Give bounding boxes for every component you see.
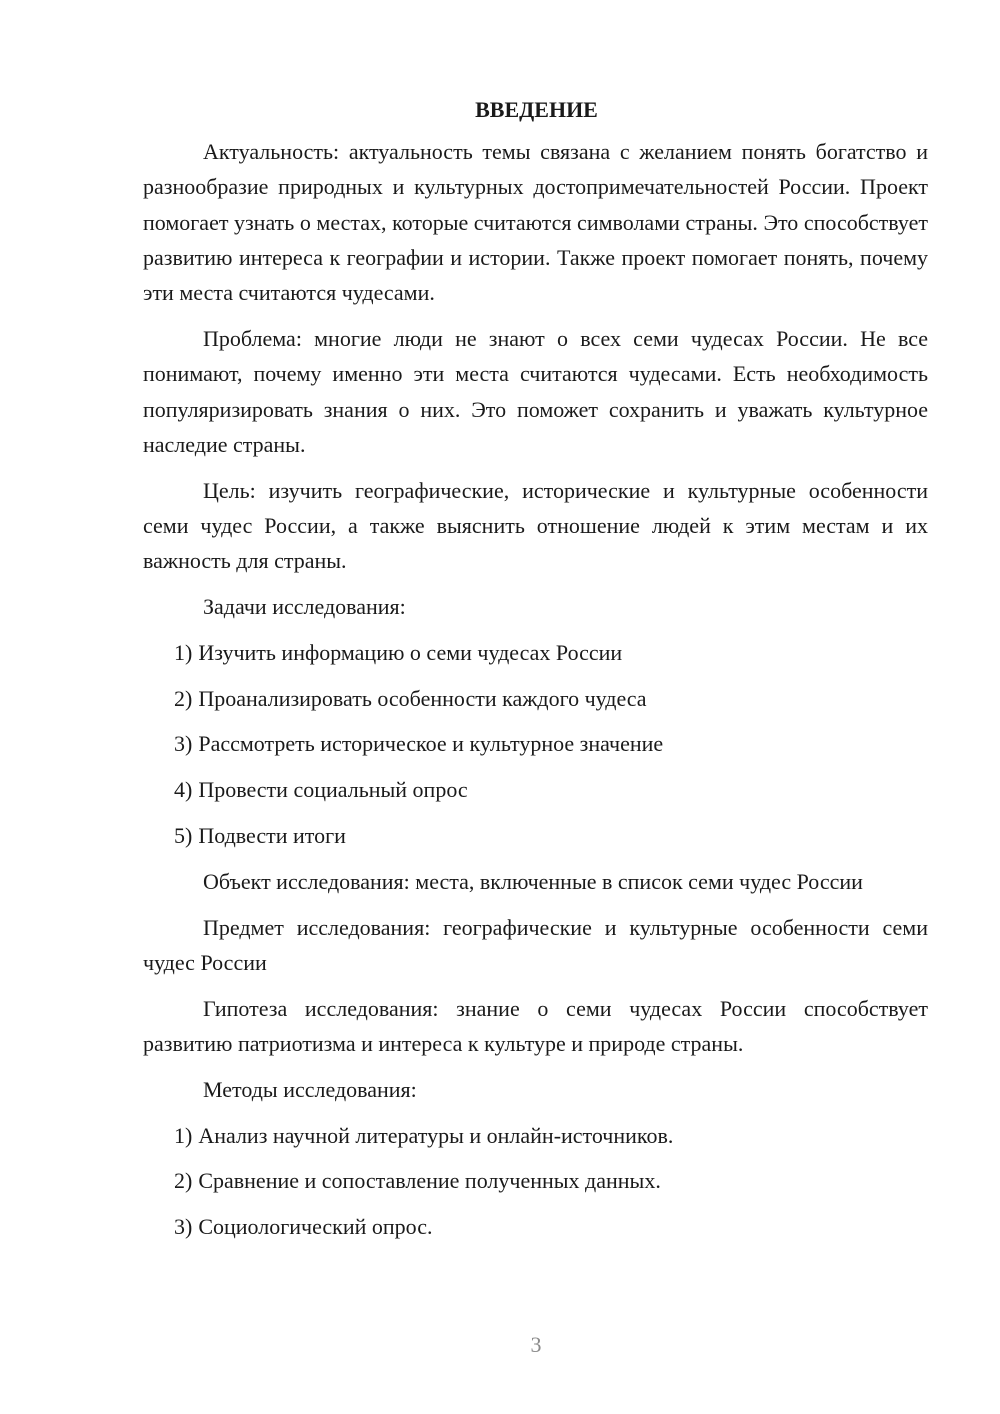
relevance-paragraph: Актуальность: актуальность темы связана с желанием понять богатство и разнообразие природных и культурных достопримечательностей России. Проект помогает узнать о местах, которые считаются символами страны. Это способствует развитию интереса к географии и истории. Также проект помогает понять, почему эти места считаются чудесами. xyxy=(143,139,928,306)
list-text: Анализ научной литературы и онлайн-источников. xyxy=(198,1122,674,1148)
list-number: 3) xyxy=(174,731,193,757)
list-number: 5) xyxy=(174,823,193,849)
list-number: 1) xyxy=(174,639,193,665)
task-item xyxy=(143,818,928,853)
list-text: Подвести итоги xyxy=(198,823,346,849)
tasks-heading: Задачи исследования: xyxy=(203,594,406,620)
list-number: 3) xyxy=(174,1214,193,1240)
method-item xyxy=(143,1118,928,1153)
section-title: ВВЕДЕНИЕ xyxy=(475,97,598,122)
task-item xyxy=(143,635,928,670)
list-number: 1) xyxy=(174,1122,193,1148)
methods-heading: Методы исследования: xyxy=(203,1076,417,1102)
list-number: 2) xyxy=(174,685,193,711)
document-page xyxy=(143,92,928,1255)
method-item xyxy=(143,1163,928,1198)
list-text: Изучить информацию о семи чудесах России xyxy=(198,639,623,665)
list-number: 4) xyxy=(174,777,193,803)
page-number: 3 xyxy=(530,1332,542,1357)
goal-paragraph: Цель: изучить географические, исторические и культурные особенности семи чудес России, а также выяснить отношение людей к этим местам и их важность для страны. xyxy=(143,477,928,574)
list-text: Рассмотреть историческое и культурное значение xyxy=(198,731,664,757)
list-number: 2) xyxy=(174,1168,193,1194)
problem-paragraph: Проблема: многие люди не знают о всех семи чудесах России. Не все понимают, почему именно эти места считаются чудесами. Есть необходимость популяризировать знания о них. Это поможет сохранить и уважать культурное наследие страны. xyxy=(143,325,928,457)
object-paragraph: Объект исследования: места, включенные в список семи чудес России xyxy=(203,868,863,894)
hypothesis-paragraph: Гипотеза исследования: знание о семи чудесах России способствует развитию патриотизма и интереса к культуре и природе страны. xyxy=(143,995,928,1057)
method-item xyxy=(143,1209,928,1244)
task-item xyxy=(143,681,928,716)
task-item xyxy=(143,726,928,761)
list-text: Провести социальный опрос xyxy=(198,777,468,803)
list-text: Социологический опрос. xyxy=(198,1214,433,1240)
subject-paragraph: Предмет исследования: географические и культурные особенности семи чудес России xyxy=(143,914,928,975)
list-text: Проанализировать особенности каждого чудеса xyxy=(198,685,647,711)
list-text: Сравнение и сопоставление полученных данных. xyxy=(198,1168,661,1194)
task-item xyxy=(143,772,928,807)
